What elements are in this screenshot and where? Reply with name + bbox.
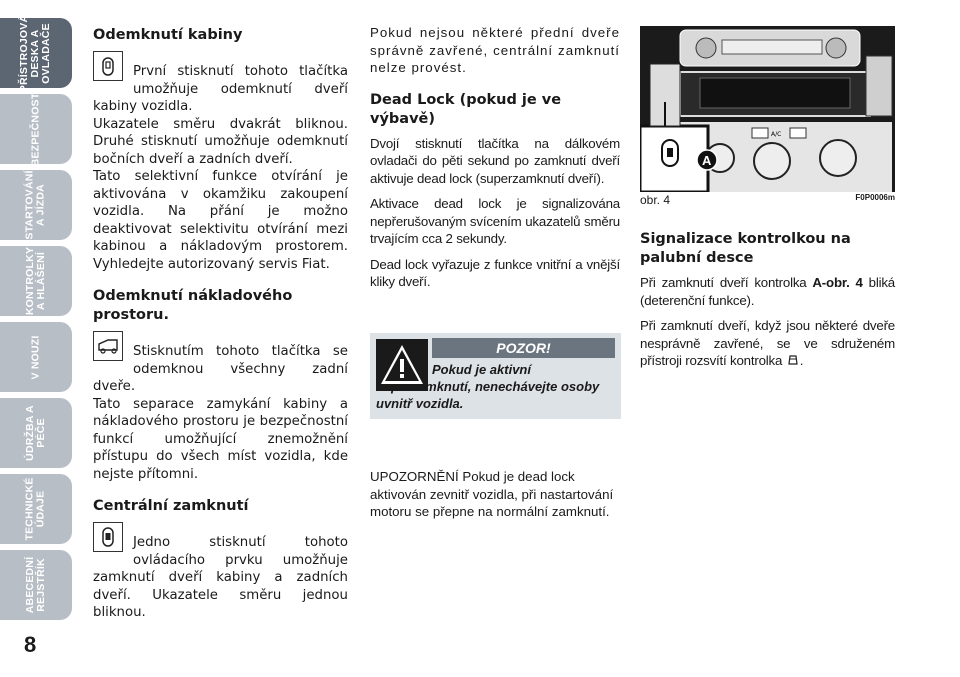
cargo-van-icon bbox=[93, 331, 123, 361]
text-dead-lock-1: Dvojí stisknutí tlačítka na dálkovém ovladači do pěti sekund po zamknutí dveří aktivuje dead lock (superzamknutí dveří). bbox=[370, 135, 620, 186]
column-2 bbox=[370, 24, 620, 299]
column-3 bbox=[640, 230, 895, 378]
text-unlock-cab-3: Tato selektivní funkce otvírání je aktivována v okamžiku zakoupení vozidla. Na přání je možno deaktivovat selektivitu otvírání mezi kabinou a nákladovým prostorem. Vyhledejte autorizovaný servis Fiat. bbox=[93, 169, 348, 272]
tab-rejstrik[interactable]: ABECEDNÍ REJSTŘÍK bbox=[0, 550, 72, 620]
warning-box bbox=[370, 333, 621, 419]
unlock-cab-key-icon bbox=[93, 51, 123, 81]
ac-label: A/C bbox=[771, 131, 782, 138]
tab-kontrolky[interactable]: KONTROLKY A HLÁŠENÍ bbox=[0, 246, 72, 316]
text-front-doors: Pokud nejsou některé přední dveře správně zavřené, centrální zamknutí nelze provést. bbox=[370, 25, 620, 75]
figure-caption bbox=[640, 193, 895, 207]
dashboard-figure bbox=[640, 26, 895, 192]
door-open-warning-icon bbox=[786, 353, 800, 367]
heading-central-lock: Centrální zamknutí bbox=[93, 498, 249, 514]
figure-marker-a: A bbox=[702, 153, 712, 168]
text-unlock-cargo-1: Stisknutím tohoto tlačítka se odemknou všechny zadní dveře. bbox=[93, 344, 348, 394]
figure-label: obr. 4 bbox=[640, 193, 671, 207]
text-signal-2: Při zamknutí dveří, když jsou některé dveře nesprávně zavřené, se ve sdruženém přístroji rozsvítí kontrolka . bbox=[640, 318, 895, 368]
text-central-lock: Jedno stisknutí tohoto ovládacího prvku umožňuje zamknutí dveří kabiny a zadních dveří. Ukazatele směru jednou bliknou. bbox=[93, 535, 348, 620]
note-text: UPOZORNĚNÍ Pokud je dead lock aktivován zevnitř vozidla, při nastartování motoru se přepne na normální zamknutí. bbox=[370, 469, 614, 519]
text-signal-1: Při zamknutí dveří kontrolka A-obr. 4 bliká (deterenční funkce). bbox=[640, 275, 895, 308]
heading-dead-lock: Dead Lock (pokud je ve výbavě) bbox=[370, 91, 562, 127]
heading-unlock-cargo: Odemknutí nákladového prostoru. bbox=[93, 288, 293, 323]
tab-udrzba[interactable]: ÚDRŽBA A PÉČE bbox=[0, 398, 72, 468]
text-unlock-cargo-2: Tato separace zamykání kabiny a nákladového prostoru je bezpečnostní funkcí umožňující znemožnění přístupu do všech míst vozidla, kde nejste přítomni. bbox=[93, 396, 348, 482]
tab-technicke-udaje[interactable]: TECHNICKÉ ÚDAJE bbox=[0, 474, 72, 544]
tab-v-nouzi[interactable]: V NOUZI bbox=[0, 322, 72, 392]
tab-pristrojova-deska[interactable]: PŘÍSTROJOVÁ DESKA A OVLADAČE bbox=[0, 18, 72, 88]
heading-unlock-cab: Odemknutí kabiny bbox=[93, 27, 243, 43]
tab-bezpecnost[interactable]: BEZPEČNOST bbox=[0, 94, 72, 164]
text-unlock-cab-1: První stisknutí tohoto tlačítka umožňuje odemknutí dveří kabiny vozidla. bbox=[93, 64, 348, 114]
figure-code: F0P0006m bbox=[855, 193, 895, 202]
tab-startovani[interactable]: STARTOVÁNÍ A JÍZDA bbox=[0, 170, 72, 240]
lock-key-icon bbox=[93, 522, 123, 552]
text-dead-lock-3: Dead lock vyřazuje z funkce vnitřní a vnější kliky dveří. bbox=[370, 256, 620, 289]
warning-title: POZOR! bbox=[432, 338, 615, 358]
column-1 bbox=[93, 26, 348, 630]
warning-text: Pokud je aktivní superzamknutí, nenechávejte osoby uvnitř vozidla. bbox=[376, 362, 600, 411]
text-dead-lock-2: Aktivace dead lock je signalizována nepřerušovaným svícením ukazatelů směru trvajícím cca 2 sekundy. bbox=[370, 196, 620, 246]
page-number: 8 bbox=[24, 632, 37, 657]
text-unlock-cab-2: Ukazatele směru dvakrát bliknou. Druhé stisknutí umožňuje odemknutí bočních dveří a zadních dveří. bbox=[93, 116, 348, 167]
heading-dashboard-signal: Signalizace kontrolkou na palubní desce bbox=[640, 231, 851, 266]
